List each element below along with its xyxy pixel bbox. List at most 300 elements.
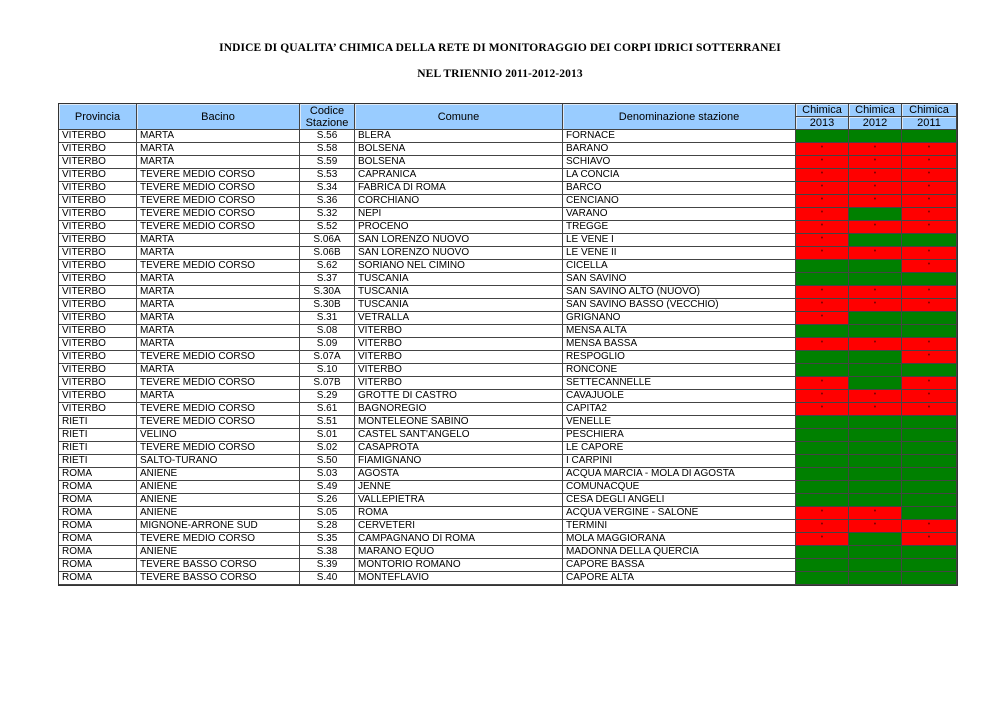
document-title: INDICE DI QUALITA’ CHIMICA DELLA RETE DI MONITORAGGIO DEI CORPI IDRICI SOTTERRANEI <box>219 42 781 54</box>
status-marker-icon: • <box>820 391 824 398</box>
status-cell-2011 <box>902 364 957 377</box>
status-marker-icon: • <box>820 313 824 320</box>
cell-codice: S.61 <box>300 403 355 416</box>
status-cell-2013 <box>796 312 849 325</box>
cell-provincia: VITERBO <box>59 221 137 234</box>
cell-provincia: VITERBO <box>59 156 137 169</box>
status-marker-icon: • <box>927 287 931 294</box>
table-row <box>59 156 957 169</box>
table-row <box>59 442 957 455</box>
cell-codice: S.02 <box>300 442 355 455</box>
status-cell-2011 <box>902 455 957 468</box>
status-marker-icon: • <box>927 170 931 177</box>
status-marker-icon: • <box>873 508 877 515</box>
cell-comune: SAN LORENZO NUOVO <box>355 234 563 247</box>
cell-comune: AGOSTA <box>355 468 563 481</box>
cell-provincia: VITERBO <box>59 143 137 156</box>
status-cell-2012 <box>849 156 902 169</box>
cell-provincia: VITERBO <box>59 169 137 182</box>
cell-comune: SORIANO NEL CIMINO <box>355 260 563 273</box>
cell-bacino: TEVERE BASSO CORSO <box>137 572 300 585</box>
table-row <box>59 520 957 533</box>
cell-comune: MONTORIO ROMANO <box>355 559 563 572</box>
cell-comune: VITERBO <box>355 377 563 390</box>
table-row <box>59 143 957 156</box>
table-row <box>59 260 957 273</box>
cell-bacino: TEVERE MEDIO CORSO <box>137 442 300 455</box>
status-marker-icon: • <box>820 378 824 385</box>
cell-bacino: MARTA <box>137 130 300 143</box>
status-cell-2013 <box>796 130 849 143</box>
table-row <box>59 221 957 234</box>
status-cell-2013 <box>796 546 849 559</box>
cell-bacino: TEVERE MEDIO CORSO <box>137 208 300 221</box>
status-cell-2012 <box>849 247 902 260</box>
cell-codice: S.01 <box>300 429 355 442</box>
header-year-2013: 2013 <box>796 117 849 130</box>
cell-codice: S.08 <box>300 325 355 338</box>
cell-bacino: TEVERE MEDIO CORSO <box>137 416 300 429</box>
status-cell-2011 <box>902 481 957 494</box>
cell-denominazione: LE VENE I <box>563 234 796 247</box>
status-cell-2011 <box>902 299 957 312</box>
table-row <box>59 247 957 260</box>
cell-codice: S.07A <box>300 351 355 364</box>
cell-bacino: TEVERE MEDIO CORSO <box>137 351 300 364</box>
cell-provincia: VITERBO <box>59 195 137 208</box>
cell-denominazione: SETTECANNELLE <box>563 377 796 390</box>
status-cell-2012 <box>849 325 902 338</box>
status-cell-2012 <box>849 299 902 312</box>
cell-codice: S.40 <box>300 572 355 585</box>
status-cell-2012 <box>849 351 902 364</box>
cell-bacino: TEVERE MEDIO CORSO <box>137 169 300 182</box>
cell-comune: CASTEL SANT'ANGELO <box>355 429 563 442</box>
status-marker-icon: • <box>873 300 877 307</box>
cell-provincia: ROMA <box>59 572 137 585</box>
status-cell-2012 <box>849 481 902 494</box>
status-marker-icon: • <box>927 521 931 528</box>
status-cell-2013 <box>796 325 849 338</box>
cell-bacino: MARTA <box>137 299 300 312</box>
cell-bacino: ANIENE <box>137 494 300 507</box>
status-cell-2012 <box>849 572 902 585</box>
status-cell-2013 <box>796 481 849 494</box>
table-row <box>59 299 957 312</box>
status-cell-2011 <box>902 260 957 273</box>
cell-bacino: SALTO-TURANO <box>137 455 300 468</box>
cell-provincia: VITERBO <box>59 364 137 377</box>
cell-comune: TUSCANIA <box>355 273 563 286</box>
status-cell-2011 <box>902 325 957 338</box>
status-cell-2011 <box>902 312 957 325</box>
cell-denominazione: CICELLA <box>563 260 796 273</box>
status-marker-icon: • <box>820 222 824 229</box>
status-cell-2013 <box>796 572 849 585</box>
status-cell-2011 <box>902 377 957 390</box>
status-cell-2012 <box>849 208 902 221</box>
cell-bacino: TEVERE MEDIO CORSO <box>137 403 300 416</box>
cell-provincia: VITERBO <box>59 390 137 403</box>
table-row <box>59 546 957 559</box>
status-marker-icon: • <box>820 144 824 151</box>
status-cell-2011 <box>902 403 957 416</box>
status-cell-2013 <box>796 403 849 416</box>
status-marker-icon: • <box>820 300 824 307</box>
cell-provincia: ROMA <box>59 533 137 546</box>
cell-codice: S.34 <box>300 182 355 195</box>
status-marker-icon: • <box>820 196 824 203</box>
status-cell-2011 <box>902 416 957 429</box>
header-codice-stazione <box>300 104 355 130</box>
cell-denominazione: GRIGNANO <box>563 312 796 325</box>
cell-comune: VITERBO <box>355 325 563 338</box>
header-year-2011: 2011 <box>902 117 957 130</box>
status-marker-icon: • <box>820 521 824 528</box>
cell-codice: S.36 <box>300 195 355 208</box>
status-marker-icon: • <box>927 144 931 151</box>
header-denominazione: Denominazione stazione <box>563 104 796 130</box>
status-marker-icon: • <box>873 391 877 398</box>
status-cell-2013 <box>796 455 849 468</box>
status-marker-icon: • <box>820 534 824 541</box>
status-cell-2013 <box>796 442 849 455</box>
status-marker-icon: • <box>820 209 824 216</box>
cell-denominazione: CESA DEGLI ANGELI <box>563 494 796 507</box>
cell-comune: BOLSENA <box>355 143 563 156</box>
table-row <box>59 286 957 299</box>
status-marker-icon: • <box>927 248 931 255</box>
cell-provincia: VITERBO <box>59 273 137 286</box>
cell-provincia: VITERBO <box>59 208 137 221</box>
cell-bacino: MARTA <box>137 364 300 377</box>
table-row <box>59 455 957 468</box>
status-marker-icon: • <box>820 248 824 255</box>
cell-comune: ROMA <box>355 507 563 520</box>
cell-codice: S.37 <box>300 273 355 286</box>
cell-codice: S.05 <box>300 507 355 520</box>
status-marker-icon: • <box>873 339 877 346</box>
cell-denominazione: SCHIAVO <box>563 156 796 169</box>
status-cell-2013 <box>796 221 849 234</box>
header-chimica-2013: Chimica <box>796 104 849 117</box>
status-marker-icon: • <box>820 183 824 190</box>
cell-denominazione: BARANO <box>563 143 796 156</box>
status-cell-2012 <box>849 390 902 403</box>
cell-bacino: TEVERE MEDIO CORSO <box>137 221 300 234</box>
cell-comune: VITERBO <box>355 351 563 364</box>
cell-bacino: MARTA <box>137 312 300 325</box>
cell-provincia: ROMA <box>59 559 137 572</box>
cell-bacino: TEVERE BASSO CORSO <box>137 559 300 572</box>
cell-provincia: RIETI <box>59 442 137 455</box>
status-marker-icon: • <box>927 404 931 411</box>
cell-comune: BOLSENA <box>355 156 563 169</box>
status-cell-2011 <box>902 208 957 221</box>
cell-codice: S.28 <box>300 520 355 533</box>
header-codice-line1: Codice <box>309 104 345 117</box>
cell-comune: CASAPROTA <box>355 442 563 455</box>
cell-bacino: MARTA <box>137 325 300 338</box>
cell-denominazione: SAN SAVINO ALTO (NUOVO) <box>563 286 796 299</box>
status-cell-2012 <box>849 286 902 299</box>
status-cell-2011 <box>902 572 957 585</box>
header-bacino: Bacino <box>137 104 300 130</box>
status-marker-icon: • <box>927 378 931 385</box>
cell-codice: S.59 <box>300 156 355 169</box>
status-marker-icon: • <box>927 534 931 541</box>
status-marker-icon: • <box>873 404 877 411</box>
table-row <box>59 468 957 481</box>
table-row <box>59 169 957 182</box>
status-cell-2012 <box>849 546 902 559</box>
cell-comune: FIAMIGNANO <box>355 455 563 468</box>
cell-denominazione: MENSA ALTA <box>563 325 796 338</box>
cell-denominazione: SAN SAVINO <box>563 273 796 286</box>
cell-provincia: VITERBO <box>59 234 137 247</box>
status-marker-icon: • <box>927 209 931 216</box>
cell-comune: NEPI <box>355 208 563 221</box>
table-row <box>59 377 957 390</box>
status-cell-2013 <box>796 299 849 312</box>
cell-denominazione: PESCHIERA <box>563 429 796 442</box>
status-cell-2013 <box>796 273 849 286</box>
cell-denominazione: ACQUA VERGINE - SALONE <box>563 507 796 520</box>
status-marker-icon: • <box>820 170 824 177</box>
status-cell-2013 <box>796 520 849 533</box>
cell-bacino: MARTA <box>137 143 300 156</box>
status-marker-icon: • <box>927 183 931 190</box>
cell-denominazione: RONCONE <box>563 364 796 377</box>
status-cell-2013 <box>796 364 849 377</box>
cell-denominazione: LE VENE II <box>563 247 796 260</box>
status-cell-2013 <box>796 351 849 364</box>
status-cell-2012 <box>849 130 902 143</box>
cell-bacino: VELINO <box>137 429 300 442</box>
cell-comune: MONTELEONE SABINO <box>355 416 563 429</box>
cell-bacino: TEVERE MEDIO CORSO <box>137 260 300 273</box>
status-cell-2013 <box>796 260 849 273</box>
status-cell-2013 <box>796 533 849 546</box>
cell-codice: S.52 <box>300 221 355 234</box>
status-cell-2013 <box>796 208 849 221</box>
status-marker-icon: • <box>927 391 931 398</box>
status-marker-icon: • <box>873 157 877 164</box>
status-marker-icon: • <box>927 196 931 203</box>
status-cell-2011 <box>902 234 957 247</box>
cell-codice: S.51 <box>300 416 355 429</box>
status-cell-2012 <box>849 533 902 546</box>
status-cell-2012 <box>849 377 902 390</box>
cell-codice: S.32 <box>300 208 355 221</box>
cell-codice: S.62 <box>300 260 355 273</box>
status-cell-2012 <box>849 455 902 468</box>
cell-provincia: VITERBO <box>59 377 137 390</box>
cell-denominazione: CAVAJUOLE <box>563 390 796 403</box>
header-chimica-2012: Chimica <box>849 104 902 117</box>
cell-provincia: RIETI <box>59 416 137 429</box>
cell-provincia: VITERBO <box>59 299 137 312</box>
cell-codice: S.06A <box>300 234 355 247</box>
cell-bacino: MARTA <box>137 156 300 169</box>
cell-codice: S.35 <box>300 533 355 546</box>
table-row <box>59 195 957 208</box>
cell-denominazione: MADONNA DELLA QUERCIA <box>563 546 796 559</box>
status-cell-2013 <box>796 338 849 351</box>
status-cell-2013 <box>796 195 849 208</box>
cell-comune: BAGNOREGIO <box>355 403 563 416</box>
table-row <box>59 325 957 338</box>
table-row <box>59 572 957 585</box>
cell-bacino: MARTA <box>137 390 300 403</box>
status-cell-2013 <box>796 182 849 195</box>
cell-comune: MARANO EQUO <box>355 546 563 559</box>
cell-codice: S.06B <box>300 247 355 260</box>
status-marker-icon: • <box>820 404 824 411</box>
status-cell-2012 <box>849 182 902 195</box>
cell-comune: FABRICA DI ROMA <box>355 182 563 195</box>
cell-denominazione: I CARPINI <box>563 455 796 468</box>
cell-denominazione: VENELLE <box>563 416 796 429</box>
cell-provincia: ROMA <box>59 494 137 507</box>
status-cell-2011 <box>902 390 957 403</box>
status-marker-icon: • <box>927 339 931 346</box>
cell-denominazione: SAN SAVINO BASSO (VECCHIO) <box>563 299 796 312</box>
status-cell-2013 <box>796 286 849 299</box>
cell-denominazione: CAPORE BASSA <box>563 559 796 572</box>
status-marker-icon: • <box>820 287 824 294</box>
status-cell-2011 <box>902 286 957 299</box>
cell-provincia: ROMA <box>59 468 137 481</box>
status-cell-2011 <box>902 351 957 364</box>
status-cell-2011 <box>902 130 957 143</box>
status-cell-2012 <box>849 520 902 533</box>
cell-denominazione: BARCO <box>563 182 796 195</box>
table-row <box>59 533 957 546</box>
table-row <box>59 312 957 325</box>
cell-codice: S.58 <box>300 143 355 156</box>
status-cell-2012 <box>849 260 902 273</box>
cell-bacino: TEVERE MEDIO CORSO <box>137 195 300 208</box>
status-cell-2011 <box>902 468 957 481</box>
cell-codice: S.53 <box>300 169 355 182</box>
cell-bacino: TEVERE MEDIO CORSO <box>137 377 300 390</box>
cell-comune: PROCENO <box>355 221 563 234</box>
status-cell-2011 <box>902 182 957 195</box>
cell-provincia: VITERBO <box>59 351 137 364</box>
table-row <box>59 364 957 377</box>
cell-bacino: MARTA <box>137 247 300 260</box>
cell-comune: TUSCANIA <box>355 299 563 312</box>
status-cell-2011 <box>902 169 957 182</box>
status-cell-2012 <box>849 338 902 351</box>
cell-denominazione: TREGGE <box>563 221 796 234</box>
cell-comune: MONTEFLAVIO <box>355 572 563 585</box>
cell-bacino: ANIENE <box>137 468 300 481</box>
status-cell-2011 <box>902 221 957 234</box>
status-cell-2012 <box>849 442 902 455</box>
table-row <box>59 351 957 364</box>
table-row <box>59 416 957 429</box>
status-cell-2012 <box>849 429 902 442</box>
table-row <box>59 481 957 494</box>
cell-codice: S.31 <box>300 312 355 325</box>
status-marker-icon: • <box>927 261 931 268</box>
cell-codice: S.50 <box>300 455 355 468</box>
table-row <box>59 390 957 403</box>
status-cell-2013 <box>796 234 849 247</box>
table-row <box>59 273 957 286</box>
status-cell-2011 <box>902 546 957 559</box>
cell-codice: S.30B <box>300 299 355 312</box>
cell-provincia: VITERBO <box>59 325 137 338</box>
cell-provincia: VITERBO <box>59 312 137 325</box>
status-cell-2011 <box>902 442 957 455</box>
status-cell-2011 <box>902 195 957 208</box>
status-cell-2013 <box>796 247 849 260</box>
status-cell-2011 <box>902 533 957 546</box>
status-cell-2012 <box>849 507 902 520</box>
header-year-2012: 2012 <box>849 117 902 130</box>
status-cell-2012 <box>849 364 902 377</box>
cell-comune: VITERBO <box>355 364 563 377</box>
status-cell-2011 <box>902 338 957 351</box>
cell-codice: S.10 <box>300 364 355 377</box>
status-cell-2011 <box>902 494 957 507</box>
cell-bacino: ANIENE <box>137 481 300 494</box>
status-marker-icon: • <box>873 144 877 151</box>
header-comune: Comune <box>355 104 563 130</box>
status-cell-2012 <box>849 143 902 156</box>
status-cell-2011 <box>902 247 957 260</box>
status-marker-icon: • <box>820 339 824 346</box>
cell-denominazione: MENSA BASSA <box>563 338 796 351</box>
cell-denominazione: CAPORE ALTA <box>563 572 796 585</box>
status-cell-2013 <box>796 468 849 481</box>
cell-codice: S.38 <box>300 546 355 559</box>
table-row <box>59 130 957 143</box>
status-marker-icon: • <box>820 157 824 164</box>
cell-bacino: MIGNONE-ARRONE SUD <box>137 520 300 533</box>
status-cell-2012 <box>849 273 902 286</box>
cell-comune: TUSCANIA <box>355 286 563 299</box>
quality-table <box>58 103 958 586</box>
cell-denominazione: CAPITA2 <box>563 403 796 416</box>
cell-codice: S.03 <box>300 468 355 481</box>
cell-bacino: MARTA <box>137 273 300 286</box>
cell-denominazione: FORNACE <box>563 130 796 143</box>
status-cell-2012 <box>849 169 902 182</box>
cell-bacino: TEVERE MEDIO CORSO <box>137 533 300 546</box>
cell-denominazione: ACQUA MARCIA - MOLA DI AGOSTA <box>563 468 796 481</box>
status-marker-icon: • <box>927 157 931 164</box>
cell-comune: CERVETERI <box>355 520 563 533</box>
cell-bacino: MARTA <box>137 286 300 299</box>
status-cell-2011 <box>902 520 957 533</box>
header-chimica-2011: Chimica <box>902 104 957 117</box>
status-cell-2012 <box>849 559 902 572</box>
cell-provincia: ROMA <box>59 481 137 494</box>
status-cell-2011 <box>902 273 957 286</box>
cell-comune: CAPRANICA <box>355 169 563 182</box>
table-row <box>59 507 957 520</box>
status-cell-2013 <box>796 429 849 442</box>
status-cell-2013 <box>796 559 849 572</box>
cell-comune: BLERA <box>355 130 563 143</box>
status-cell-2012 <box>849 221 902 234</box>
cell-provincia: VITERBO <box>59 130 137 143</box>
cell-denominazione: TERMINI <box>563 520 796 533</box>
